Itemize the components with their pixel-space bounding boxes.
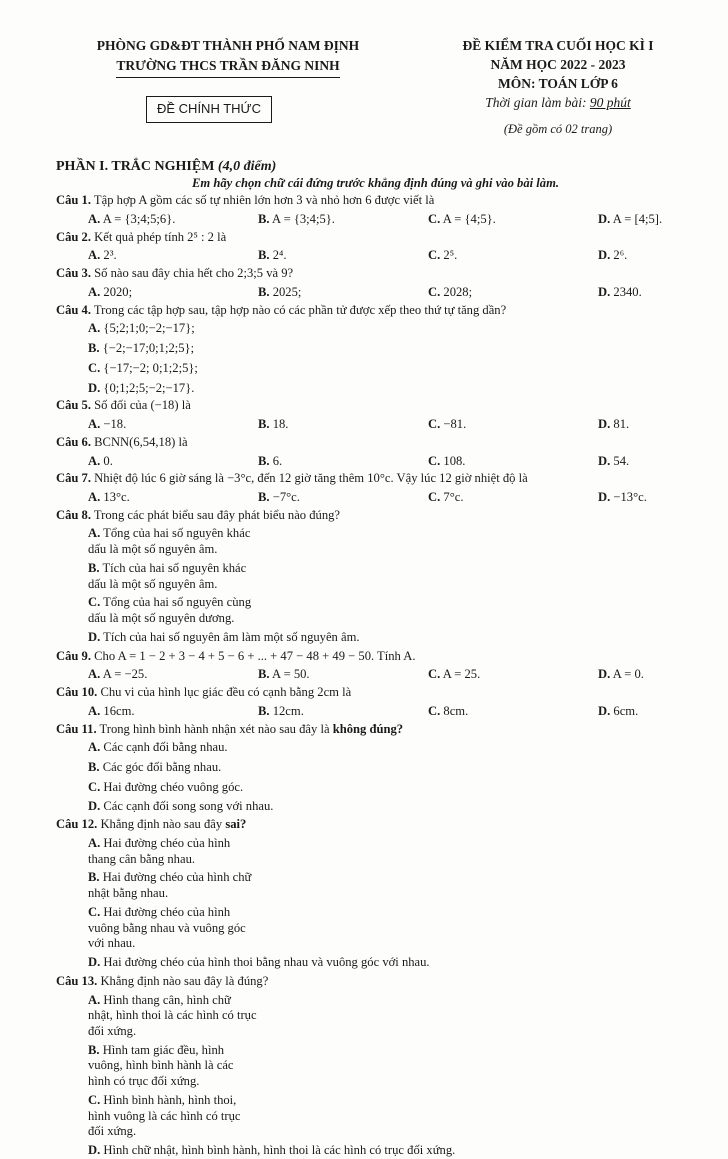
option-text: 2340.	[610, 284, 642, 299]
answer-option	[88, 760, 418, 776]
answer-options	[56, 740, 685, 815]
option-letter: C.	[428, 489, 441, 504]
answer-options	[56, 454, 685, 470]
answer-option	[88, 321, 418, 337]
answer-option	[258, 490, 428, 506]
option-text: Tổng của hai số nguyên cùng dấu là một số nguyên dương.	[88, 595, 252, 626]
option-letter: B.	[88, 1042, 100, 1057]
answer-option	[88, 526, 258, 557]
answer-option	[88, 870, 258, 901]
answer-options	[56, 285, 685, 301]
option-text: {0;1;2;5;−2;−17}.	[100, 380, 195, 395]
answer-options	[56, 836, 685, 971]
answer-option	[88, 595, 258, 626]
question-number: Câu 9.	[56, 648, 91, 663]
question-q12	[56, 817, 685, 971]
question-text: Trong hình bình hành nhận xét nào sau đây là	[96, 721, 333, 736]
official-exam-stamp: ĐỀ CHÍNH THỨC	[146, 96, 272, 123]
option-text: A = −25.	[100, 667, 148, 682]
option-letter: C.	[88, 360, 101, 375]
option-text: Hai đường chéo vuông góc.	[100, 779, 244, 794]
question-stem	[56, 435, 685, 451]
answer-option	[428, 454, 598, 470]
school-year: NĂM HỌC 2022 - 2023	[490, 56, 626, 72]
school-block	[78, 38, 378, 78]
answer-option	[258, 417, 428, 433]
option-text: Hình thang cân, hình chữ nhật, hình thoi là các hình có trục đối xứng.	[88, 992, 257, 1039]
answer-option	[598, 704, 638, 720]
question-q1	[56, 193, 685, 227]
option-text: Tích của hai số nguyên khác dấu là một số nguyên âm.	[88, 560, 247, 591]
section-instruction: Em hãy chọn chữ cái đứng trước khẳng định đúng và ghi vào bài làm.	[191, 175, 560, 190]
option-text: A = 50.	[269, 667, 310, 682]
option-letter: A.	[88, 835, 101, 850]
answer-option	[258, 454, 428, 470]
question-number: Câu 10.	[56, 685, 98, 700]
option-text: 7°c.	[440, 489, 464, 504]
question-number: Câu 6.	[56, 434, 91, 449]
exam-header	[56, 38, 685, 158]
question-stem	[56, 230, 685, 246]
answer-option	[428, 417, 598, 433]
question-stem	[56, 649, 685, 665]
option-text: Hai đường chéo của hình thang cân bằng nhau.	[88, 835, 231, 866]
answer-option	[88, 740, 418, 756]
option-text: {−2;−17;0;1;2;5};	[99, 341, 195, 356]
option-text: A = [4;5].	[610, 211, 663, 226]
option-text: {5;2;1;0;−2;−17};	[100, 321, 195, 336]
question-emphasis: sai?	[225, 817, 247, 832]
option-text: 54.	[610, 453, 630, 468]
question-q3	[56, 266, 685, 300]
question-q7	[56, 471, 685, 505]
option-text: 2025;	[269, 284, 302, 299]
question-list	[56, 193, 685, 1159]
question-q6	[56, 435, 685, 469]
question-text: Nhiệt độ lúc 6 giờ sáng là −3°c, đến 12 giờ tăng thêm 10°c. Vậy lúc 12 giờ nhiệt độ là	[91, 471, 528, 486]
answer-option	[598, 667, 644, 683]
answer-option	[88, 341, 418, 357]
answer-option	[258, 285, 428, 301]
time-value: 90 phút	[589, 94, 631, 110]
question-text: Số nào sau đây chia hết cho 2;3;5 và 9?	[91, 266, 294, 281]
option-letter: C.	[88, 595, 101, 610]
question-stem	[56, 974, 685, 990]
answer-option	[258, 667, 428, 683]
exam-title: ĐỀ KIỂM TRA CUỐI HỌC KÌ I	[462, 38, 654, 53]
question-stem	[56, 722, 685, 738]
answer-option	[258, 212, 428, 228]
question-number: Câu 2.	[56, 229, 91, 244]
answer-option	[258, 704, 428, 720]
question-q13	[56, 974, 685, 1159]
question-number: Câu 7.	[56, 471, 91, 486]
section-title-text: PHẦN I. TRẮC NGHIỆM	[56, 159, 218, 174]
option-text: A = 0.	[610, 667, 644, 682]
answer-option	[428, 667, 598, 683]
option-text: −81.	[440, 417, 467, 432]
option-text: 2⁶.	[610, 248, 628, 263]
option-letter: D.	[598, 489, 611, 504]
question-number: Câu 12.	[56, 817, 98, 832]
question-q9	[56, 649, 685, 683]
answer-option	[88, 361, 418, 377]
option-letter: A.	[88, 740, 101, 755]
time-prefix: Thời gian làm bài:	[485, 94, 590, 110]
option-letter: A.	[88, 321, 101, 336]
answer-options	[56, 212, 685, 228]
option-text: −7°c.	[269, 489, 300, 504]
option-text: A = {3;4;5}.	[269, 211, 335, 226]
question-stem	[56, 471, 685, 487]
answer-option	[598, 490, 647, 506]
option-text: 18.	[269, 417, 289, 432]
option-letter: A.	[88, 417, 101, 432]
option-text: 6cm.	[610, 703, 639, 718]
option-text: 12cm.	[269, 703, 304, 718]
option-text: 16cm.	[100, 703, 135, 718]
answer-option	[88, 490, 258, 506]
question-number: Câu 13.	[56, 973, 98, 988]
answer-option	[88, 1043, 258, 1090]
option-text: Hình tam giác đều, hình vuông, hình bình hành là các hình có trục đối xứng.	[88, 1042, 234, 1089]
option-text: −18.	[100, 417, 127, 432]
question-q4	[56, 303, 685, 397]
option-letter: D.	[88, 1143, 101, 1158]
option-letter: A.	[88, 211, 101, 226]
option-text: Hai đường chéo của hình vuông bằng nhau và vuông góc với nhau.	[88, 904, 246, 951]
option-text: 13°c.	[100, 489, 130, 504]
option-letter: D.	[88, 955, 101, 970]
answer-option	[88, 1093, 258, 1140]
question-number: Câu 3.	[56, 266, 91, 281]
answer-option	[428, 285, 598, 301]
option-text: A = {3;4;5;6}.	[100, 211, 176, 226]
option-letter: A.	[88, 526, 101, 541]
option-letter: B.	[258, 211, 270, 226]
option-text: Các cạnh đối song song với nhau.	[100, 799, 274, 814]
answer-option	[428, 704, 598, 720]
answer-option	[88, 561, 258, 592]
answer-option	[428, 248, 598, 264]
option-text: Hai đường chéo của hình thoi bằng nhau và vuông góc với nhau.	[100, 955, 430, 970]
option-letter: D.	[598, 417, 611, 432]
option-text: 2⁵.	[440, 248, 458, 263]
answer-option	[88, 993, 258, 1040]
option-letter: B.	[258, 453, 270, 468]
option-letter: B.	[258, 248, 270, 263]
answer-options	[56, 526, 685, 645]
answer-option	[598, 417, 629, 433]
question-stem	[56, 193, 685, 209]
answer-option	[598, 212, 662, 228]
option-letter: C.	[428, 284, 441, 299]
option-text: 2020;	[100, 284, 133, 299]
answer-options	[56, 248, 685, 264]
option-text: 0.	[100, 453, 113, 468]
option-letter: C.	[428, 211, 441, 226]
option-text: 8cm.	[440, 703, 469, 718]
answer-option	[88, 630, 685, 646]
time-allowed	[388, 95, 728, 112]
question-number: Câu 8.	[56, 507, 91, 522]
question-stem	[56, 266, 685, 282]
answer-option	[428, 212, 598, 228]
option-text: 2⁴.	[269, 248, 287, 263]
question-stem	[56, 685, 685, 701]
question-number: Câu 1.	[56, 193, 91, 208]
question-text: Cho A = 1 − 2 + 3 − 4 + 5 − 6 + ... + 47 − 48 + 49 − 50. Tính A.	[91, 648, 416, 663]
answer-option	[88, 212, 258, 228]
option-text: Các cạnh đối bằng nhau.	[100, 740, 228, 755]
option-letter: D.	[88, 799, 101, 814]
option-letter: D.	[88, 629, 101, 644]
option-letter: A.	[88, 248, 101, 263]
answer-options	[56, 321, 685, 396]
option-text: 2028;	[440, 284, 473, 299]
answer-option	[88, 667, 258, 683]
question-emphasis: không đúng?	[332, 721, 404, 736]
department-name: PHÒNG GD&ĐT THÀNH PHỐ NAM ĐỊNH	[96, 38, 360, 53]
option-letter: B.	[258, 703, 270, 718]
school-name: TRƯỜNG THCS TRẦN ĐĂNG NINH	[116, 58, 339, 78]
option-text: −13°c.	[610, 489, 647, 504]
option-text: Hai đường chéo của hình chữ nhật bằng nhau.	[88, 870, 252, 901]
question-number: Câu 5.	[56, 398, 91, 413]
option-text: A = 25.	[440, 667, 481, 682]
question-q2	[56, 230, 685, 264]
section-points: (4,0 điểm)	[217, 159, 277, 174]
option-letter: C.	[88, 779, 101, 794]
option-text: Hình chữ nhật, hình bình hành, hình thoi là các hình có trục đối xứng.	[100, 1143, 456, 1158]
option-letter: D.	[598, 453, 611, 468]
subject: MÔN: TOÁN LỚP 6	[498, 75, 618, 91]
question-number: Câu 4.	[56, 302, 91, 317]
question-q11	[56, 722, 685, 816]
question-text: Kết quả phép tính 2⁵ : 2 là	[91, 229, 227, 244]
option-text: 6.	[269, 453, 283, 468]
answer-options	[56, 667, 685, 683]
option-letter: B.	[258, 489, 270, 504]
option-letter: A.	[88, 992, 101, 1007]
answer-option	[88, 1143, 685, 1159]
answer-options	[56, 490, 685, 506]
option-letter: B.	[88, 760, 100, 774]
option-letter: D.	[598, 248, 611, 263]
question-text: Trong các phát biểu sau đây phát biểu nào đúng?	[91, 507, 341, 522]
question-q5	[56, 398, 685, 432]
option-letter: C.	[88, 1092, 101, 1107]
question-text: Số đối của (−18) là	[91, 398, 191, 413]
question-stem	[56, 817, 685, 833]
answer-option	[88, 780, 418, 796]
option-letter: A.	[88, 489, 101, 504]
option-letter: B.	[258, 667, 270, 682]
option-letter: B.	[258, 417, 270, 432]
option-letter: A.	[88, 284, 101, 299]
option-letter: C.	[428, 667, 441, 682]
option-letter: D.	[88, 380, 101, 395]
question-text: BCNN(6,54,18) là	[91, 434, 188, 449]
option-letter: D.	[598, 211, 611, 226]
question-stem	[56, 508, 685, 524]
answer-option	[88, 836, 258, 867]
option-letter: D.	[598, 703, 611, 718]
option-letter: D.	[598, 667, 611, 682]
option-letter: A.	[88, 703, 101, 718]
option-text: 108.	[440, 453, 466, 468]
pages-note: (Đề gồm có 02 trang)	[503, 121, 613, 136]
answer-options	[56, 993, 685, 1159]
answer-option	[598, 285, 642, 301]
answer-option	[88, 955, 685, 971]
question-text: Khẳng định nào sau đây	[97, 817, 226, 832]
question-number: Câu 11.	[56, 721, 97, 736]
answer-options	[56, 417, 685, 433]
answer-option	[88, 799, 418, 815]
question-text: Trong các tập hợp sau, tập hợp nào có các phần tử được xếp theo thứ tự tăng dần?	[91, 302, 507, 317]
option-letter: B.	[88, 560, 100, 575]
option-letter: C.	[428, 248, 441, 263]
question-text: Tập hợp A gồm các số tự nhiên lớn hơn 3 và nhỏ hơn 6 được viết là	[91, 193, 435, 208]
answer-option	[88, 905, 258, 952]
option-text: Tích của hai số nguyên âm làm một số nguyên âm.	[100, 629, 360, 644]
question-stem	[56, 303, 685, 319]
option-letter: B.	[258, 284, 270, 299]
answer-option	[88, 381, 418, 397]
option-letter: C.	[88, 904, 101, 919]
option-text: A = {4;5}.	[440, 211, 496, 226]
option-text: 2³.	[100, 248, 117, 263]
answer-option	[88, 285, 258, 301]
answer-option	[428, 490, 598, 506]
answer-option	[88, 248, 258, 264]
question-stem	[56, 398, 685, 414]
answer-option	[598, 248, 627, 264]
option-text: Các góc đối bằng nhau.	[99, 760, 222, 774]
answer-option	[598, 454, 629, 470]
option-letter: B.	[88, 341, 100, 356]
answer-options	[56, 704, 685, 720]
question-q8	[56, 508, 685, 646]
question-text: Khẳng định nào sau đây là đúng?	[97, 973, 269, 988]
answer-option	[88, 704, 258, 720]
option-letter: B.	[88, 870, 100, 885]
answer-option	[88, 417, 258, 433]
answer-option	[258, 248, 428, 264]
section-title	[56, 158, 685, 176]
option-letter: A.	[88, 667, 101, 682]
option-letter: C.	[428, 417, 441, 432]
question-text: Chu vi của hình lục giác đều có cạnh bằng 2cm là	[97, 685, 352, 700]
option-letter: C.	[428, 703, 441, 718]
option-letter: C.	[428, 453, 441, 468]
answer-option	[88, 454, 258, 470]
option-letter: D.	[598, 284, 611, 299]
question-q10	[56, 685, 685, 719]
option-letter: A.	[88, 453, 101, 468]
option-text: {−17;−2; 0;1;2;5};	[100, 360, 198, 375]
exam-info-block	[388, 38, 728, 137]
option-text: Hình bình hành, hình thoi, hình vuông là các hình có trục đối xứng.	[88, 1092, 241, 1139]
option-text: 81.	[610, 417, 630, 432]
option-text: Tổng của hai số nguyên khác dấu là một số nguyên âm.	[88, 526, 251, 557]
